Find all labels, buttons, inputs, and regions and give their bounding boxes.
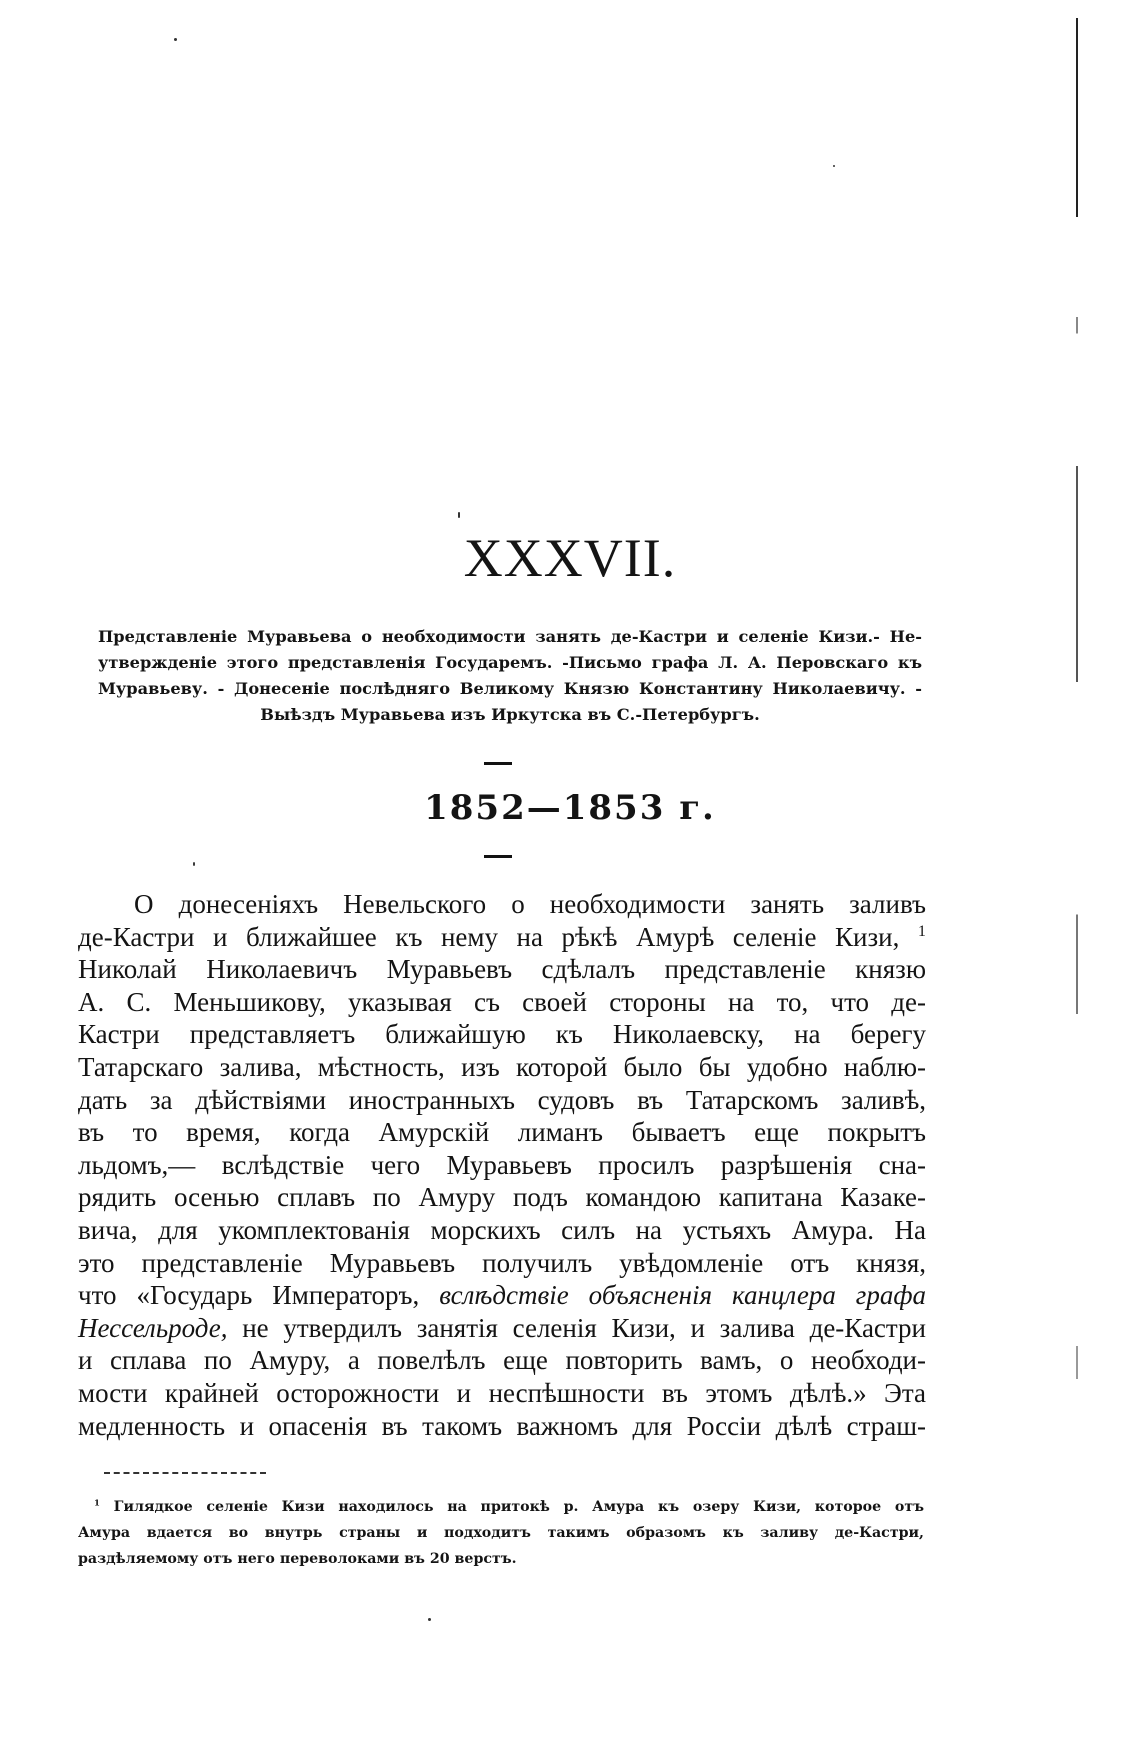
separator-dash [484, 855, 512, 858]
body-line: въ то время, когда Амурскій лиманъ бываетъ еще покрытъ [78, 1117, 926, 1148]
footnote-reference: 1 [917, 921, 927, 940]
body-line: Кастри представляетъ ближайшую къ Николаевску, на берегу [78, 1019, 926, 1050]
dust-speck [428, 1618, 431, 1621]
summary-line: Выѣздъ Муравьева изъ Иркутска въ С.-Петербургъ. [260, 705, 760, 724]
footnote-rule [104, 1472, 266, 1474]
body-line: мости крайней осторожности и неспѣшности въ этомъ дѣлѣ.» Эта [78, 1377, 926, 1408]
body-line [78, 1279, 926, 1312]
footnote-line-text: Гилядкое селеніе Кизи находилось на притокѣ р. Амура къ озеру Кизи, которое отъ [113, 1499, 924, 1515]
summary-line: Муравьеву. - Донесеніе послѣдняго Великому Князю Константину Николаевичу. - [98, 679, 922, 698]
body-line: дать за дѣйствіями иностранныхъ судовъ въ Татарскомъ заливѣ, [78, 1084, 926, 1115]
scan-edge-shadow [1076, 18, 1078, 1678]
body-line [78, 921, 926, 954]
chapter-summary [98, 624, 922, 728]
dust-speck [193, 862, 195, 866]
body-line: и сплава по Амуру, а повелѣлъ еще повторить вамъ, о необходи- [78, 1345, 926, 1376]
body-line: медленность и опасенія въ такомъ важномъ для Россіи дѣлѣ страш- [78, 1410, 926, 1441]
footnote [78, 1494, 924, 1572]
body-line [78, 1312, 926, 1345]
body-line: льдомъ,— вслѣдствіе чего Муравьевъ просилъ разрѣшенія сна- [78, 1149, 926, 1180]
body-line: Николай Николаевичъ Муравьевъ сдѣлалъ представленіе князю [78, 954, 926, 985]
body-line-text: не утвердилъ занятія селенія Кизи, и залива де-Кастри [227, 1312, 926, 1343]
body-text [78, 888, 926, 1442]
years-heading: 1852—1853 г. [424, 788, 716, 828]
footnote-marker: 1 [94, 1498, 100, 1509]
body-line: рядить осенью сплавъ по Амуру подъ командою капитана Казаке- [78, 1182, 926, 1213]
body-line-text: что «Государь Императоръ, [78, 1280, 440, 1311]
summary-line: утвержденіе этого представленія Государемъ. -Письмо графа Л. А. Перовскаго къ [98, 653, 922, 672]
body-line: Татарскаго залива, мѣстность, изъ которой было бы удобно наблю- [78, 1051, 926, 1082]
footnote-line [78, 1494, 924, 1520]
body-line: О донесеніяхъ Невельского о необходимости занять заливъ [134, 889, 926, 919]
body-line: вича, для укомплектованія морскихъ силъ на устьяхъ Амура. На [78, 1214, 926, 1245]
italic-quote: Нессельроде, [78, 1312, 228, 1343]
dust-speck [833, 165, 835, 167]
italic-quote: вслѣдствіе объясненія канцлера графа [439, 1280, 926, 1311]
footnote-line: раздѣляемому отъ него переволоками въ 20 верстъ. [78, 1551, 517, 1567]
separator-dash [484, 762, 512, 765]
chapter-number: XXXVII. [463, 528, 677, 588]
body-line: это представленіе Муравьевъ получилъ увѣдомленіе отъ князя, [78, 1247, 926, 1278]
footnote-line: Амура вдается во внутрь страны и подходитъ такимъ образомъ къ заливу де-Кастри, [78, 1525, 924, 1541]
summary-line: Представленіе Муравьева о необходимости занять де-Кастри и селеніе Кизи.- Не- [98, 627, 922, 646]
dust-speck [174, 38, 177, 41]
body-line: А. С. Меньшикову, указывая съ своей стороны на то, что де- [78, 986, 926, 1017]
body-line-text: де-Кастри и ближайшее къ нему на рѣкѣ Амурѣ селеніе Кизи, [78, 921, 900, 952]
dust-speck [458, 512, 460, 518]
